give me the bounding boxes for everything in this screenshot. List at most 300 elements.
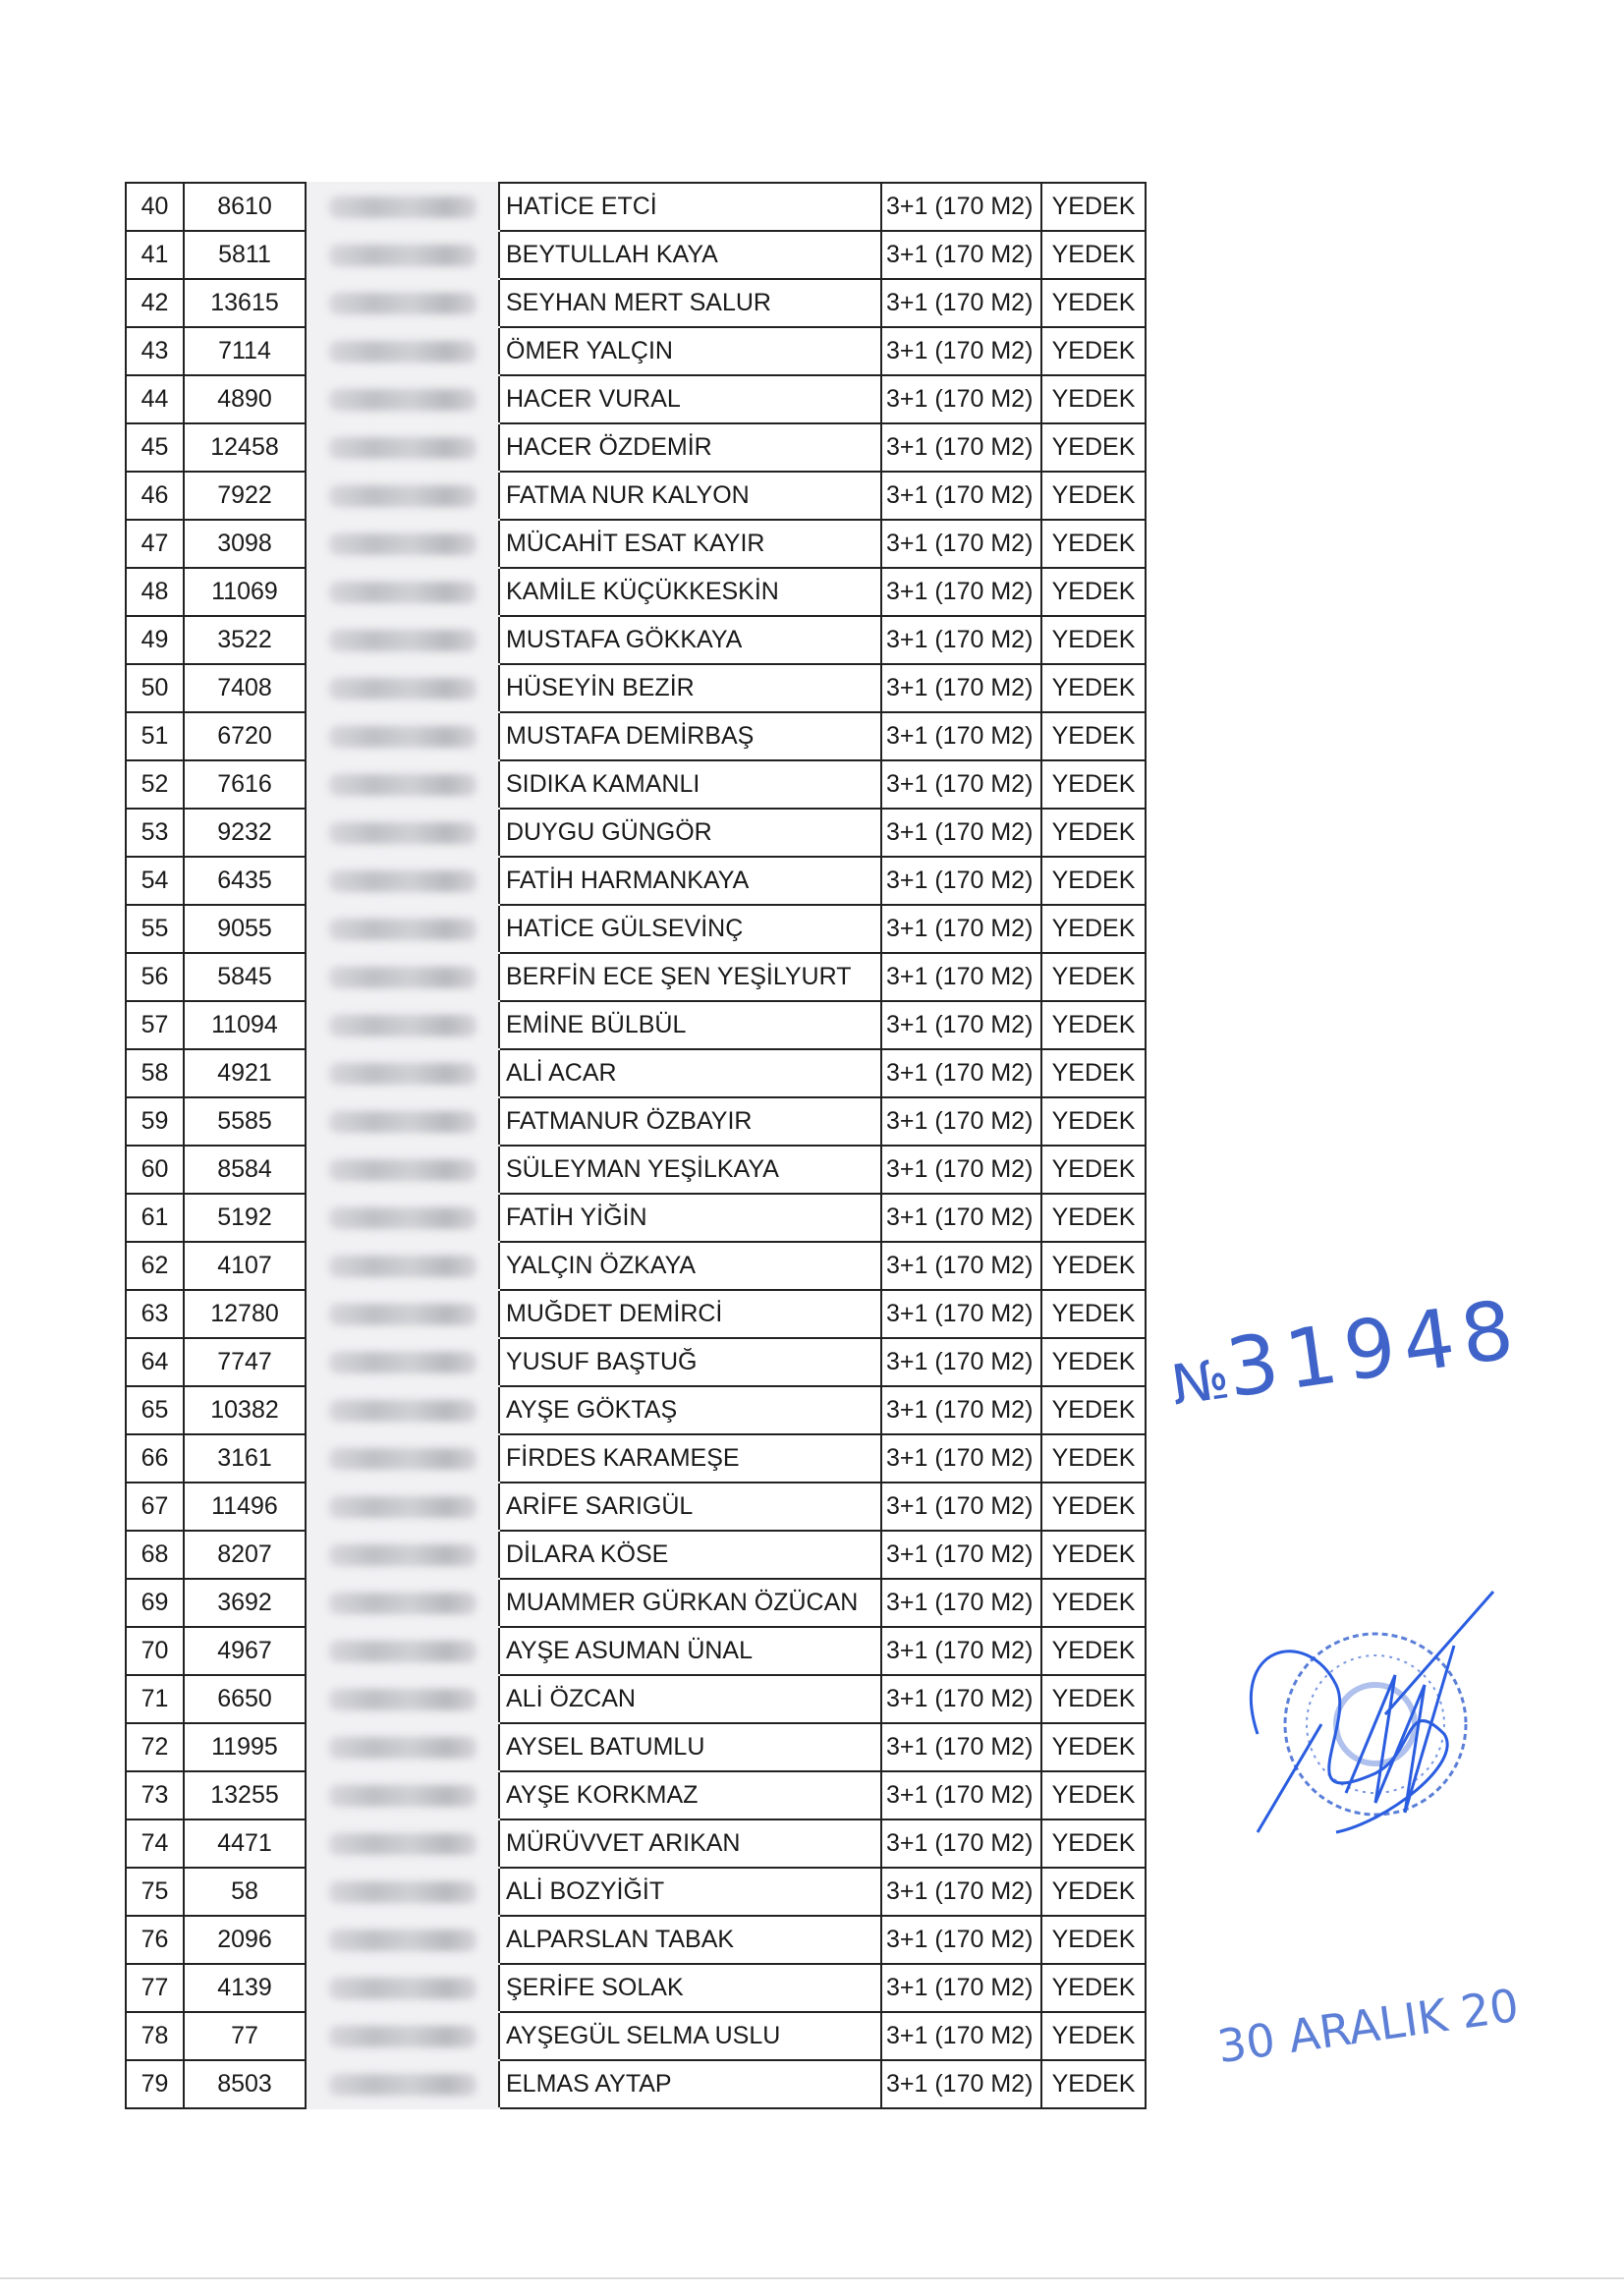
table-row xyxy=(126,1627,1146,1675)
id-number-redacted xyxy=(306,857,499,905)
unit-type: 3+1 (170 M2) xyxy=(881,2012,1041,2060)
redacted-blur xyxy=(329,1063,476,1085)
id-number-redacted xyxy=(306,2060,499,2108)
table-row xyxy=(126,1290,1146,1338)
table-row xyxy=(126,1723,1146,1771)
redacted-blur xyxy=(329,1641,476,1662)
full-name: ALPARSLAN TABAK xyxy=(499,1916,881,1964)
table-row xyxy=(126,183,1146,231)
redacted-blur xyxy=(329,967,476,988)
id-number-redacted xyxy=(306,279,499,327)
unit-type: 3+1 (170 M2) xyxy=(881,568,1041,616)
unit-type: 3+1 (170 M2) xyxy=(881,520,1041,568)
table-row xyxy=(126,568,1146,616)
status: YEDEK xyxy=(1041,1386,1146,1434)
id-number-redacted xyxy=(306,472,499,520)
status: YEDEK xyxy=(1041,616,1146,664)
row-number: 66 xyxy=(126,1434,184,1483)
full-name: MUAMMER GÜRKAN ÖZÜCAN xyxy=(499,1579,881,1627)
redacted-blur xyxy=(329,1737,476,1759)
redacted-blur xyxy=(329,341,476,363)
application-code: 13255 xyxy=(184,1771,306,1819)
unit-type: 3+1 (170 M2) xyxy=(881,1290,1041,1338)
redacted-blur xyxy=(329,1207,476,1229)
id-number-redacted xyxy=(306,327,499,375)
full-name: MUSTAFA DEMİRBAŞ xyxy=(499,712,881,760)
full-name: AYŞEGÜL SELMA USLU xyxy=(499,2012,881,2060)
status: YEDEK xyxy=(1041,1242,1146,1290)
row-number: 62 xyxy=(126,1242,184,1290)
unit-type: 3+1 (170 M2) xyxy=(881,809,1041,857)
table-row xyxy=(126,1434,1146,1483)
table-row xyxy=(126,1097,1146,1146)
row-number: 51 xyxy=(126,712,184,760)
redacted-blur xyxy=(329,1015,476,1036)
id-number-redacted xyxy=(306,809,499,857)
application-code: 77 xyxy=(184,2012,306,2060)
status: YEDEK xyxy=(1041,857,1146,905)
table-row xyxy=(126,1771,1146,1819)
status: YEDEK xyxy=(1041,1916,1146,1964)
status: YEDEK xyxy=(1041,905,1146,953)
status: YEDEK xyxy=(1041,1675,1146,1723)
table-row xyxy=(126,472,1146,520)
row-number: 60 xyxy=(126,1146,184,1194)
status: YEDEK xyxy=(1041,2060,1146,2108)
full-name: FATİH HARMANKAYA xyxy=(499,857,881,905)
table-row xyxy=(126,423,1146,472)
full-name: MUĞDET DEMİRCİ xyxy=(499,1290,881,1338)
table-row xyxy=(126,1916,1146,1964)
redacted-blur xyxy=(329,485,476,507)
status: YEDEK xyxy=(1041,1290,1146,1338)
id-number-redacted xyxy=(306,1001,499,1049)
unit-type: 3+1 (170 M2) xyxy=(881,1579,1041,1627)
table-row xyxy=(126,712,1146,760)
redacted-blur xyxy=(329,726,476,748)
status: YEDEK xyxy=(1041,664,1146,712)
redacted-blur xyxy=(329,870,476,892)
full-name: BERFİN ECE ŞEN YEŞİLYURT xyxy=(499,953,881,1001)
id-number-redacted xyxy=(306,1771,499,1819)
unit-type: 3+1 (170 M2) xyxy=(881,1194,1041,1242)
unit-type: 3+1 (170 M2) xyxy=(881,905,1041,953)
full-name: FATİH YİĞİN xyxy=(499,1194,881,1242)
redacted-blur xyxy=(329,630,476,651)
status: YEDEK xyxy=(1041,472,1146,520)
table-row xyxy=(126,1194,1146,1242)
application-code: 9232 xyxy=(184,809,306,857)
status: YEDEK xyxy=(1041,231,1146,279)
full-name: AYŞE KORKMAZ xyxy=(499,1771,881,1819)
unit-type: 3+1 (170 M2) xyxy=(881,1001,1041,1049)
applicant-list-table xyxy=(125,182,1147,2109)
table-row xyxy=(126,953,1146,1001)
redacted-blur xyxy=(329,1689,476,1710)
id-number-redacted xyxy=(306,568,499,616)
status: YEDEK xyxy=(1041,1001,1146,1049)
status: YEDEK xyxy=(1041,1146,1146,1194)
application-code: 5845 xyxy=(184,953,306,1001)
unit-type: 3+1 (170 M2) xyxy=(881,1483,1041,1531)
status: YEDEK xyxy=(1041,327,1146,375)
row-number: 65 xyxy=(126,1386,184,1434)
unit-type: 3+1 (170 M2) xyxy=(881,1146,1041,1194)
table-row xyxy=(126,1001,1146,1049)
row-number: 50 xyxy=(126,664,184,712)
unit-type: 3+1 (170 M2) xyxy=(881,472,1041,520)
unit-type: 3+1 (170 M2) xyxy=(881,1434,1041,1483)
id-number-redacted xyxy=(306,905,499,953)
id-number-redacted xyxy=(306,664,499,712)
status: YEDEK xyxy=(1041,809,1146,857)
row-number: 76 xyxy=(126,1916,184,1964)
status: YEDEK xyxy=(1041,568,1146,616)
unit-type: 3+1 (170 M2) xyxy=(881,327,1041,375)
application-code: 8207 xyxy=(184,1531,306,1579)
unit-type: 3+1 (170 M2) xyxy=(881,1338,1041,1386)
full-name: AYSEL BATUMLU xyxy=(499,1723,881,1771)
application-code: 2096 xyxy=(184,1916,306,1964)
application-code: 4471 xyxy=(184,1819,306,1868)
row-number: 70 xyxy=(126,1627,184,1675)
row-number: 63 xyxy=(126,1290,184,1338)
redacted-blur xyxy=(329,389,476,411)
row-number: 72 xyxy=(126,1723,184,1771)
id-number-redacted xyxy=(306,1723,499,1771)
row-number: 58 xyxy=(126,1049,184,1097)
id-number-redacted xyxy=(306,183,499,231)
row-number: 48 xyxy=(126,568,184,616)
unit-type: 3+1 (170 M2) xyxy=(881,1049,1041,1097)
unit-type: 3+1 (170 M2) xyxy=(881,279,1041,327)
id-number-redacted xyxy=(306,1579,499,1627)
row-number: 74 xyxy=(126,1819,184,1868)
row-number: 43 xyxy=(126,327,184,375)
table-row xyxy=(126,327,1146,375)
status: YEDEK xyxy=(1041,1627,1146,1675)
row-number: 57 xyxy=(126,1001,184,1049)
table-row xyxy=(126,1386,1146,1434)
full-name: FATMA NUR KALYON xyxy=(499,472,881,520)
row-number: 47 xyxy=(126,520,184,568)
full-name: SIDIKA KAMANLI xyxy=(499,760,881,809)
row-number: 53 xyxy=(126,809,184,857)
id-number-redacted xyxy=(306,423,499,472)
row-number: 79 xyxy=(126,2060,184,2108)
application-code: 11094 xyxy=(184,1001,306,1049)
application-code: 5192 xyxy=(184,1194,306,1242)
status: YEDEK xyxy=(1041,1338,1146,1386)
status: YEDEK xyxy=(1041,1049,1146,1097)
application-code: 5585 xyxy=(184,1097,306,1146)
full-name: AYŞE ASUMAN ÜNAL xyxy=(499,1627,881,1675)
id-number-redacted xyxy=(306,1290,499,1338)
application-code: 3161 xyxy=(184,1434,306,1483)
id-number-redacted xyxy=(306,1483,499,1531)
status: YEDEK xyxy=(1041,1819,1146,1868)
full-name: FATMANUR ÖZBAYIR xyxy=(499,1097,881,1146)
application-code: 5811 xyxy=(184,231,306,279)
id-number-redacted xyxy=(306,1434,499,1483)
application-code: 8584 xyxy=(184,1146,306,1194)
redacted-blur xyxy=(329,437,476,459)
full-name: KAMİLE KÜÇÜKKESKİN xyxy=(499,568,881,616)
table-row xyxy=(126,375,1146,423)
redacted-blur xyxy=(329,1352,476,1373)
application-code: 7747 xyxy=(184,1338,306,1386)
unit-type: 3+1 (170 M2) xyxy=(881,1868,1041,1916)
table-row xyxy=(126,1579,1146,1627)
table-row xyxy=(126,809,1146,857)
table-row xyxy=(126,1338,1146,1386)
row-number: 40 xyxy=(126,183,184,231)
status: YEDEK xyxy=(1041,183,1146,231)
row-number: 41 xyxy=(126,231,184,279)
full-name: ALİ ACAR xyxy=(499,1049,881,1097)
redacted-blur xyxy=(329,1930,476,1951)
redacted-blur xyxy=(329,1256,476,1277)
redacted-blur xyxy=(329,245,476,266)
status: YEDEK xyxy=(1041,2012,1146,2060)
row-number: 49 xyxy=(126,616,184,664)
full-name: ELMAS AYTAP xyxy=(499,2060,881,2108)
full-name: ALİ ÖZCAN xyxy=(499,1675,881,1723)
id-number-redacted xyxy=(306,760,499,809)
id-number-redacted xyxy=(306,616,499,664)
id-number-redacted xyxy=(306,1531,499,1579)
id-number-redacted xyxy=(306,1097,499,1146)
application-code: 11069 xyxy=(184,568,306,616)
application-code: 6435 xyxy=(184,857,306,905)
redacted-blur xyxy=(329,774,476,796)
id-number-redacted xyxy=(306,1819,499,1868)
id-number-redacted xyxy=(306,1868,499,1916)
status: YEDEK xyxy=(1041,375,1146,423)
row-number: 68 xyxy=(126,1531,184,1579)
table-row xyxy=(126,905,1146,953)
unit-type: 3+1 (170 M2) xyxy=(881,1964,1041,2012)
redacted-blur xyxy=(329,678,476,700)
table-row xyxy=(126,2060,1146,2108)
id-number-redacted xyxy=(306,1049,499,1097)
unit-type: 3+1 (170 M2) xyxy=(881,616,1041,664)
row-number: 73 xyxy=(126,1771,184,1819)
row-number: 42 xyxy=(126,279,184,327)
row-number: 44 xyxy=(126,375,184,423)
full-name: HÜSEYİN BEZİR xyxy=(499,664,881,712)
application-code: 58 xyxy=(184,1868,306,1916)
id-number-redacted xyxy=(306,712,499,760)
full-name: ŞERİFE SOLAK xyxy=(499,1964,881,2012)
table-row xyxy=(126,279,1146,327)
redacted-blur xyxy=(329,1111,476,1133)
table-row xyxy=(126,1049,1146,1097)
table-row xyxy=(126,1531,1146,1579)
table-row xyxy=(126,1819,1146,1868)
id-number-redacted xyxy=(306,1194,499,1242)
full-name: YALÇIN ÖZKAYA xyxy=(499,1242,881,1290)
id-number-redacted xyxy=(306,1916,499,1964)
status: YEDEK xyxy=(1041,1964,1146,2012)
status: YEDEK xyxy=(1041,520,1146,568)
redacted-blur xyxy=(329,1785,476,1807)
application-code: 4967 xyxy=(184,1627,306,1675)
application-code: 4139 xyxy=(184,1964,306,2012)
id-number-redacted xyxy=(306,1964,499,2012)
date-stamp: 30 ARALIK 20 xyxy=(1213,1978,1522,2074)
status: YEDEK xyxy=(1041,1194,1146,1242)
application-code: 11995 xyxy=(184,1723,306,1771)
application-code: 3098 xyxy=(184,520,306,568)
row-number: 61 xyxy=(126,1194,184,1242)
page-edge xyxy=(0,2277,1624,2279)
table-row xyxy=(126,520,1146,568)
status: YEDEK xyxy=(1041,1723,1146,1771)
application-code: 6650 xyxy=(184,1675,306,1723)
full-name: ÖMER YALÇIN xyxy=(499,327,881,375)
unit-type: 3+1 (170 M2) xyxy=(881,231,1041,279)
row-number: 55 xyxy=(126,905,184,953)
row-number: 75 xyxy=(126,1868,184,1916)
application-code: 6720 xyxy=(184,712,306,760)
full-name: MUSTAFA GÖKKAYA xyxy=(499,616,881,664)
row-number: 46 xyxy=(126,472,184,520)
application-code: 9055 xyxy=(184,905,306,953)
application-code: 12780 xyxy=(184,1290,306,1338)
application-code: 10382 xyxy=(184,1386,306,1434)
unit-type: 3+1 (170 M2) xyxy=(881,1819,1041,1868)
row-number: 52 xyxy=(126,760,184,809)
status: YEDEK xyxy=(1041,1868,1146,1916)
redacted-blur xyxy=(329,1833,476,1855)
table-row xyxy=(126,664,1146,712)
number-sign: № xyxy=(1167,1347,1234,1419)
table-row xyxy=(126,760,1146,809)
status: YEDEK xyxy=(1041,760,1146,809)
application-code: 8503 xyxy=(184,2060,306,2108)
row-number: 54 xyxy=(126,857,184,905)
table-row xyxy=(126,1146,1146,1194)
unit-type: 3+1 (170 M2) xyxy=(881,1531,1041,1579)
full-name: ARİFE SARIGÜL xyxy=(499,1483,881,1531)
unit-type: 3+1 (170 M2) xyxy=(881,2060,1041,2108)
unit-type: 3+1 (170 M2) xyxy=(881,1771,1041,1819)
unit-type: 3+1 (170 M2) xyxy=(881,712,1041,760)
full-name: HACER ÖZDEMİR xyxy=(499,423,881,472)
status: YEDEK xyxy=(1041,712,1146,760)
redacted-blur xyxy=(329,822,476,844)
redacted-blur xyxy=(329,1304,476,1325)
application-code: 7616 xyxy=(184,760,306,809)
status: YEDEK xyxy=(1041,1434,1146,1483)
application-code: 4921 xyxy=(184,1049,306,1097)
unit-type: 3+1 (170 M2) xyxy=(881,1097,1041,1146)
full-name: SEYHAN MERT SALUR xyxy=(499,279,881,327)
id-number-redacted xyxy=(306,375,499,423)
full-name: HATİCE ETCİ xyxy=(499,183,881,231)
row-number: 45 xyxy=(126,423,184,472)
redacted-blur xyxy=(329,293,476,314)
full-name: SÜLEYMAN YEŞİLKAYA xyxy=(499,1146,881,1194)
status: YEDEK xyxy=(1041,279,1146,327)
id-number-redacted xyxy=(306,1675,499,1723)
row-number: 67 xyxy=(126,1483,184,1531)
official-seal-icon xyxy=(1228,1587,1503,1862)
unit-type: 3+1 (170 M2) xyxy=(881,1916,1041,1964)
row-number: 77 xyxy=(126,1964,184,2012)
redacted-blur xyxy=(329,919,476,940)
full-name: AYŞE GÖKTAŞ xyxy=(499,1386,881,1434)
full-name: ALİ BOZYİĞİT xyxy=(499,1868,881,1916)
full-name: FİRDES KARAMEŞE xyxy=(499,1434,881,1483)
redacted-blur xyxy=(329,1496,476,1518)
status: YEDEK xyxy=(1041,1097,1146,1146)
unit-type: 3+1 (170 M2) xyxy=(881,664,1041,712)
redacted-blur xyxy=(329,533,476,555)
application-code: 4890 xyxy=(184,375,306,423)
status: YEDEK xyxy=(1041,1579,1146,1627)
application-code: 8610 xyxy=(184,183,306,231)
table-row xyxy=(126,231,1146,279)
unit-type: 3+1 (170 M2) xyxy=(881,1386,1041,1434)
id-number-redacted xyxy=(306,231,499,279)
full-name: HATİCE GÜLSEVİNÇ xyxy=(499,905,881,953)
unit-type: 3+1 (170 M2) xyxy=(881,760,1041,809)
id-number-redacted xyxy=(306,953,499,1001)
id-number-redacted xyxy=(306,1242,499,1290)
redacted-blur xyxy=(329,1593,476,1614)
redacted-blur xyxy=(329,1544,476,1566)
application-code: 12458 xyxy=(184,423,306,472)
row-number: 64 xyxy=(126,1338,184,1386)
full-name: HACER VURAL xyxy=(499,375,881,423)
id-number-redacted xyxy=(306,1146,499,1194)
id-number-redacted xyxy=(306,2012,499,2060)
status: YEDEK xyxy=(1041,953,1146,1001)
table-row xyxy=(126,616,1146,664)
table-row xyxy=(126,2012,1146,2060)
status: YEDEK xyxy=(1041,1531,1146,1579)
unit-type: 3+1 (170 M2) xyxy=(881,423,1041,472)
row-number: 78 xyxy=(126,2012,184,2060)
row-number: 59 xyxy=(126,1097,184,1146)
row-number: 56 xyxy=(126,953,184,1001)
status: YEDEK xyxy=(1041,423,1146,472)
table-row xyxy=(126,1483,1146,1531)
full-name: EMİNE BÜLBÜL xyxy=(499,1001,881,1049)
id-number-redacted xyxy=(306,1386,499,1434)
redacted-blur xyxy=(329,2074,476,2096)
table-row xyxy=(126,1964,1146,2012)
unit-type: 3+1 (170 M2) xyxy=(881,1675,1041,1723)
redacted-blur xyxy=(329,1159,476,1181)
redacted-blur xyxy=(329,196,476,218)
unit-type: 3+1 (170 M2) xyxy=(881,1723,1041,1771)
table-row xyxy=(126,857,1146,905)
id-number-redacted xyxy=(306,1338,499,1386)
unit-type: 3+1 (170 M2) xyxy=(881,1627,1041,1675)
full-name: MÜCAHİT ESAT KAYIR xyxy=(499,520,881,568)
table-row xyxy=(126,1242,1146,1290)
row-number: 71 xyxy=(126,1675,184,1723)
registry-number: 31948 xyxy=(1220,1282,1527,1417)
full-name: MÜRÜVVET ARIKAN xyxy=(499,1819,881,1868)
redacted-blur xyxy=(329,2026,476,2047)
application-code: 3522 xyxy=(184,616,306,664)
full-name: BEYTULLAH KAYA xyxy=(499,231,881,279)
application-code: 11496 xyxy=(184,1483,306,1531)
